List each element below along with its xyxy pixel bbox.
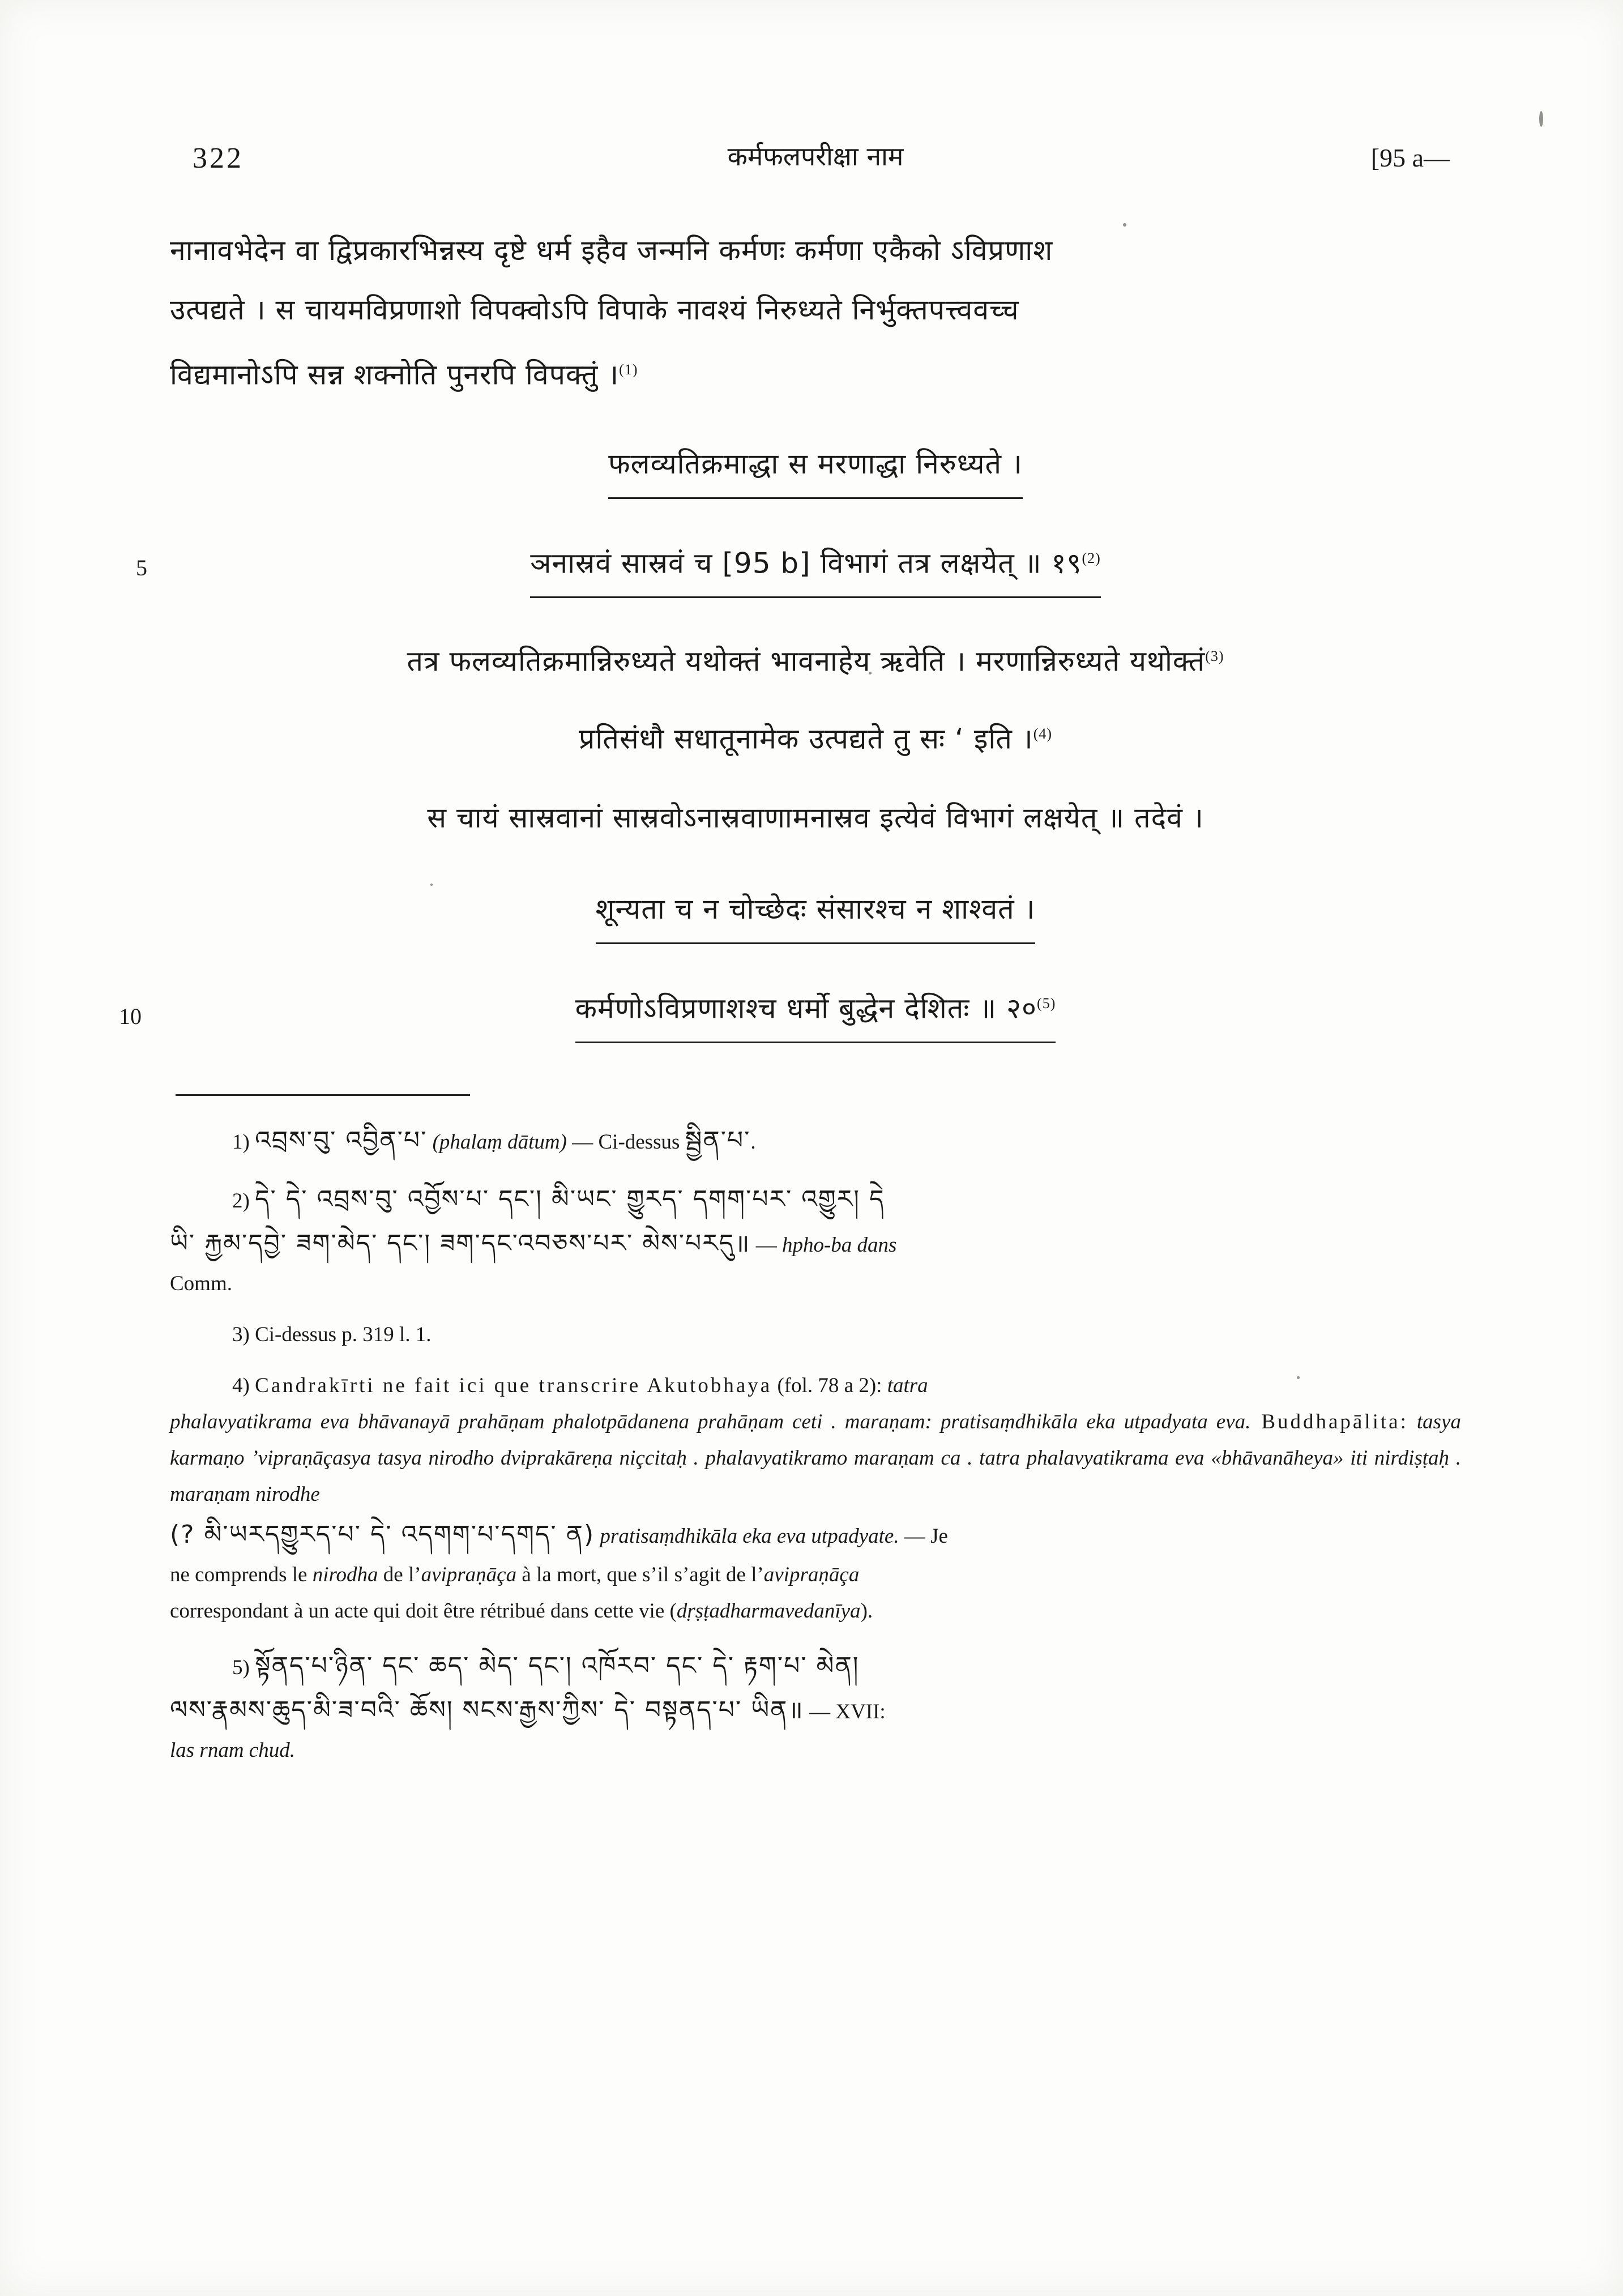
footnote-ref-4[interactable]: (4) (1033, 725, 1053, 742)
commentary-line-text: प्रतिसंधौ सधातूनामेक उत्पद्यते तु सः ‘ इति । (578, 722, 1033, 756)
footnote-1-id: 1) (232, 1130, 250, 1154)
footnote-ref-2[interactable]: (2) (1082, 549, 1101, 566)
line-number-5: 5 (136, 554, 147, 581)
prose-line: नानावभेदेन वा द्विप्रकारभिन्नस्य दृष्टे धर्म इहैव जन्मनि कर्मणः कर्मणा एकैको ऽविप्रणाश (170, 234, 1053, 267)
footnote-4-folio: (fol. 78 a 2): (772, 1374, 887, 1398)
quoted-sanskrit: pratisaṃdhikāla eka eva utpadyate. (595, 1525, 899, 1548)
page-content (119, 136, 1461, 1769)
tibetan-text: ཡི་ རྐྱམ་དབྱེ་ ཟག་མེད་ དང་། ཟག་དང་འབཅས་པར་ མེས་པརདུ॥ (170, 1229, 751, 1258)
footnote-4-fr: ne comprends le (170, 1563, 313, 1587)
page-header (170, 136, 1461, 187)
chapter-reference: — XVII: (809, 1700, 886, 1724)
footnote-4-fr: de l’ (378, 1563, 421, 1587)
line-number-10: 10 (119, 1003, 142, 1029)
prose-line (170, 340, 1461, 405)
transliteration: (phalaṃ dātum) (432, 1130, 567, 1154)
footnote-2-latin: hpho-ba dans (781, 1234, 897, 1257)
author-name-buddhapalita: Buddhapālita: (1250, 1410, 1408, 1434)
quoted-sanskrit: tasya karmaṇo ’vipraṇāçasya tasya nirodho dviprakāreṇa niçcitaḥ . phalavyatikramo maraṇam ca . tatra phalavyatikrama eva «bhāvanāheya» iti nirdiṣṭaḥ . maraṇam nirodhe (170, 1410, 1461, 1507)
author-name-akutobhaya: Akutobhaya (647, 1374, 772, 1398)
commentary-line (407, 626, 1224, 692)
scan-speck (1539, 111, 1543, 127)
tibetan-text: སྦྱིན་པ་ (685, 1126, 751, 1155)
verse-line (530, 528, 1101, 599)
footnote-5 (170, 1644, 1461, 1769)
footnote-3-line (170, 1317, 1461, 1353)
folio-marker: [95 a— (1370, 143, 1450, 172)
term-drstadharmavedaniya: dṛṣṭadharmavedanīya (676, 1599, 861, 1623)
prose-paragraph (170, 221, 1461, 405)
footnote-5-line (170, 1688, 1461, 1732)
footnote-2-tail: Comm. (170, 1272, 232, 1296)
tibetan-text: (? མི་ཡརདགྱུརད་པ་ དེ་ འདགག་པ་དགད་ ན) (170, 1520, 595, 1550)
footnote-4-fr: correspondant à un acte qui doit être rétribué dans cette vie ( (170, 1599, 677, 1623)
prose-line-text: विद्यमानोऽपि सन्न शक्नोति पुनरपि विपक्तुं । (170, 358, 620, 391)
verse-block (170, 528, 1461, 599)
footnote-ref-5[interactable]: (5) (1037, 995, 1056, 1012)
footnote-2 (170, 1177, 1461, 1302)
page-number: 322 (193, 142, 244, 174)
term-avipranaca: avipraṇāça (421, 1563, 517, 1587)
commentary-line (579, 704, 1052, 769)
quoted-sanskrit: tatra (887, 1374, 928, 1398)
footnote-4-lead: Candrakīrti ne fait ici que transcrire (255, 1374, 647, 1398)
footnote-4-id: 4) (232, 1374, 250, 1398)
footnote-4-line (170, 1593, 1461, 1629)
quoted-sanskrit: phalavyatikrama eva bhāvanayā prahāṇam phalotpādanena prahāṇam ceti . maraṇam: pratisaṃdhikāla eka utpadyata eva. (170, 1410, 1251, 1434)
tibetan-text: སྟོནད་པ་ཉིན་ དང་ ཆད་ མེད་ དང་། འཁོརབ་ དང་ དེ་ རྟག་པ་ མེན། (255, 1651, 860, 1681)
footnotes (170, 1119, 1461, 1769)
footnote-1-line (170, 1119, 1461, 1163)
footnote-4-line (170, 1557, 1461, 1593)
tibetan-text: དེ་ དེ་ འབྲས་བུ་ འབྱོས་པ་ དང་། མི་ཡང་ གྱུརད་ དགག་པར་ འགྱུར། དེ (255, 1185, 885, 1214)
term-nirodha: nirodha (312, 1563, 378, 1587)
footnote-2-line (170, 1177, 1461, 1222)
commentary-block (170, 704, 1461, 769)
tibetan-text: ལས་རྣམས་ཆུད་མི་ཟ་བའི་ ཆོས། སངས་རྒྱས་ཀྱིས་ དེ་ བསྟནད་པ་ ཡིན॥ (170, 1696, 804, 1725)
commentary-block (170, 626, 1461, 692)
tibetan-text: འབྲས་བུ་ འབྱིན་པ་ (255, 1126, 428, 1155)
footnote-separator (176, 1094, 470, 1096)
commentary-block (170, 788, 1461, 848)
footnote-4-line (170, 1368, 1461, 1404)
footnote-1-text: Ci-dessus (598, 1130, 680, 1154)
footnote-4-line (170, 1513, 1461, 1557)
verse-line: फलव्यतिक्रमाद्धा स मरणाद्धा निरुध्यते । (608, 434, 1023, 499)
em-dash: — (572, 1130, 593, 1154)
footnote-5-line (170, 1644, 1461, 1688)
footnote-1 (170, 1119, 1461, 1163)
commentary-line-text: तत्र फलव्यतिक्रमान्निरुध्यते यथोक्तं भावनाहेय ऋवेति । मरणान्निरुध्यते यथोक्तं (407, 645, 1206, 678)
em-dash: — Je (904, 1525, 948, 1548)
sanskrit-body (119, 221, 1461, 1043)
footnote-ref-1[interactable]: (1) (619, 361, 638, 378)
footnote-2-id: 2) (232, 1189, 250, 1213)
verse-line: शून्यता च न चोच्छेदः संसारश्च न शाश्वतं । (596, 880, 1036, 944)
verse-line-text: ञनास्रवं सास्रवं च [95 b] विभागं तत्र लक्षयेत् ॥ १९ (530, 547, 1082, 580)
verse-line-text: कर्मणोऽविप्रणाशश्च धर्मो बुद्धेन देशितः ॥ २० (575, 992, 1037, 1025)
footnote-3 (170, 1317, 1461, 1353)
period: . (750, 1130, 756, 1154)
commentary-line: स चायं सास्रवानां सास्रवोऽनास्रवाणामनास्रव इत्येवं विभागं लक्षयेत् ॥ तदेवं । (427, 801, 1204, 834)
footnote-2-line (170, 1222, 1461, 1266)
footnote-4-fr: à la mort, que s’il s’agit de l’ (516, 1563, 764, 1587)
verse-block (170, 880, 1461, 944)
footnote-5-id: 5) (232, 1656, 250, 1680)
verse-block (170, 974, 1461, 1044)
verse-line (575, 974, 1056, 1044)
footnote-4-fr: ). (860, 1599, 873, 1623)
prose-line: उत्पद्यते । स चायमविप्रणाशो विपक्वोऽपि विपाके नावश्यं निरुध्यते निर्भुक्तपत्त्ववच्च (170, 293, 1019, 326)
footnote-ref-3[interactable]: (3) (1205, 648, 1224, 665)
footnote-3-id: 3) (232, 1323, 250, 1347)
footnote-5-tail: las rnam chud. (170, 1739, 295, 1762)
running-title: कर्मफलपरीक्षा नाम (727, 141, 904, 172)
footnote-3-text: Ci-dessus p. 319 l. 1. (255, 1323, 432, 1347)
footnote-4-line (170, 1404, 1461, 1513)
footnote-4 (170, 1368, 1461, 1629)
verse-block (170, 434, 1461, 499)
em-dash: — (755, 1234, 777, 1257)
term-avipranaca: avipraṇāça (763, 1563, 860, 1587)
